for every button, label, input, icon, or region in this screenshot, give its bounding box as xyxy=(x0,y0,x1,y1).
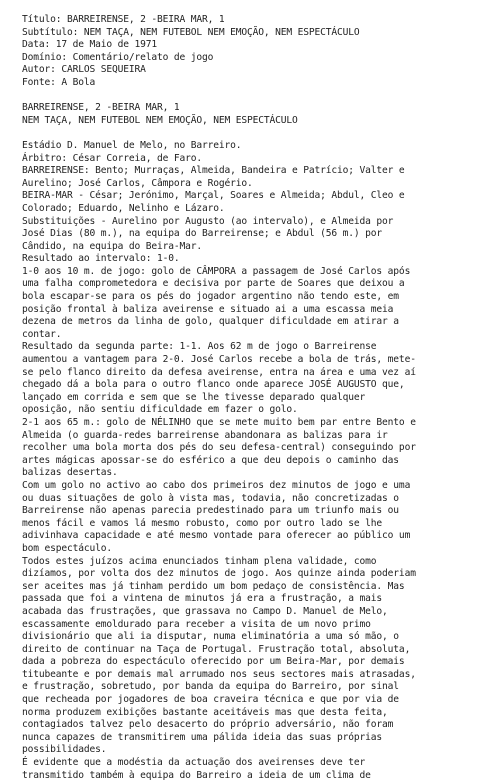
body-line: 2-1 aos 65 m.: golo de NÉLINHO que se mete muito bem par entre Bento e xyxy=(22,417,416,428)
body-line: que recheada por jogadores de boa craveira técnica e que por via de xyxy=(22,694,399,706)
metadata-source: Fonte: A Bola xyxy=(22,76,96,88)
body-line: aumentou a vantagem para 2-0. José Carlos recebe a bola de trás, mete- xyxy=(22,354,416,366)
body-line: Aurelino; José Carlos, Câmpora e Rogério. xyxy=(22,177,253,189)
metadata-subtitle: Subtítulo: NEM TAÇA, NEM FUTEBOL NEM EMOÇÃO, NEM ESPECTÁCULO xyxy=(22,26,360,38)
body-line: menos fácil e vamos lá mesmo robusto, como por outro lado se lhe xyxy=(22,517,383,529)
body-line: contar. xyxy=(22,328,62,340)
body-line: se pelo flanco direito da defesa aveirense, entra na área e uma vez aí xyxy=(22,366,416,378)
article-subtitle: NEM TAÇA, NEM FUTEBOL NEM EMOÇÃO, NEM ESPECTÁCULO xyxy=(22,114,298,126)
body-line: oposição, não sentiu dificuldade em fazer o golo. xyxy=(22,404,298,416)
body-line: balizas desertas. xyxy=(22,467,118,479)
body-line: Todos estes juízos acima enunciados tinham plena validade, como xyxy=(22,555,377,567)
body-line: direito de continuar na Taça de Portugal. Frustração total, absoluta, xyxy=(22,643,411,655)
body-line: chegado dá a bola para o outro flanco onde aparece JOSÉ AUGUSTO que, xyxy=(22,379,405,391)
body-line: bola escapar-se para os pés do jogador argentino não tendo este, em xyxy=(22,291,399,303)
body-line: divisionário que ali ia disputar, numa eliminatória a uma só mão, o xyxy=(22,631,399,643)
body-line: nunca capazes de transmitirem uma pálida ideia das suas próprias xyxy=(22,731,383,743)
body-line: Substituições - Aurelino por Augusto (ao intervalo), e Almeida por xyxy=(22,215,394,227)
body-line: recolher uma bola morta dos pés do seu defesa-central) conseguindo por xyxy=(22,442,416,454)
body-line: dada a pobreza do espectáculo oferecido por um Beira-Mar, por demais xyxy=(22,656,405,668)
body-line: Resultado ao intervalo: 1-0. xyxy=(22,253,180,265)
body-line: posição frontal à baliza aveirense e situado ai a uma escassa meia xyxy=(22,303,394,315)
body-line: passada que foi a vintena de minutos já era a frustração, a mais xyxy=(22,593,383,605)
body-line: Barreirense não apenas parecia predestinado para um triunfo mais ou xyxy=(22,505,399,517)
spacer xyxy=(22,90,470,103)
body-line: escassamente emoldurado para receber a visita de um novo primo xyxy=(22,618,371,630)
body-line: Cândido, na equipa do Beira-Mar. xyxy=(22,240,203,252)
body-line: artes mágicas apossar-se do esférico a que deu depois o caminho das xyxy=(22,454,399,466)
body-line: ou duas situações de golo à vista mas, todavia, não concretizadas o xyxy=(22,492,399,504)
body-line: ser aceites mas já tinham perdido um bom pedaço de consistência. Mas xyxy=(22,580,405,592)
body-line: BARREIRENSE: Bento; Murraças, Almeida, Bandeira e Patrício; Valter e xyxy=(22,165,405,177)
article-body xyxy=(22,140,470,782)
body-line: possibilidades. xyxy=(22,744,107,756)
document-page xyxy=(22,14,470,782)
body-line: Colorado; Eduardo, Nelinho e Lázaro. xyxy=(22,202,225,214)
metadata-author: Autor: CARLOS SEQUEIRA xyxy=(22,64,146,76)
body-line: BEIRA-MAR - César; Jerónimo, Marçal, Soares e Almeida; Abdul, Cleo e xyxy=(22,190,405,202)
body-line: acabada das frustrações, que grassava no Campo D. Manuel de Melo, xyxy=(22,605,388,617)
metadata-date: Data: 17 de Maio de 1971 xyxy=(22,39,158,51)
body-line: José Dias (80 m.), na equipa do Barreirense; e Abdul (56 m.) por xyxy=(22,228,383,240)
body-line: Almeida (o guarda-redes barreirense abandonara as balizas para ir xyxy=(22,429,388,441)
body-line: titubeante e por demais mal arrumado nos seus sectores mais atrasadas, xyxy=(22,668,416,680)
body-line: lançado em corrida e sem que se lhe tivesse deparado qualquer xyxy=(22,391,366,403)
body-line: Resultado da segunda parte: 1-1. Aos 62 m de jogo o Barreirense xyxy=(22,341,377,353)
body-line: 1-0 aos 10 m. de jogo: golo de CÂMPORA a passagem de José Carlos após xyxy=(22,265,411,277)
body-line: transmitido também à equipa do Barreiro a ideia de um clima de xyxy=(22,769,371,781)
body-line: Com um golo no activo ao cabo dos primeiros dez minutos de jogo e uma xyxy=(22,479,411,491)
body-line: norma produzem exibições bastante aceitáveis mas que desta feita, xyxy=(22,706,388,718)
body-line: contagiados talvez pelo desacerto do próprio adversário, não foram xyxy=(22,719,394,731)
body-line: e frustração, sobretudo, por banda da equipa do Barreiro, por sinal xyxy=(22,681,399,693)
article-header xyxy=(22,102,470,127)
body-line: uma falha comprometedora e decisiva por parte de Soares que deixou a xyxy=(22,278,405,290)
body-line: adivinhava capacidade e até mesmo vontade para oferecer ao público um xyxy=(22,530,411,542)
metadata-title: Título: BARREIRENSE, 2 -BEIRA MAR, 1 xyxy=(22,14,225,25)
body-line: Estádio D. Manuel de Melo, no Barreiro. xyxy=(22,139,242,151)
metadata-domain: Domínio: Comentário/relato de jogo xyxy=(22,51,214,63)
body-line: dezena de metros da linha de golo, qualquer dificuldade em atirar a xyxy=(22,316,399,328)
spacer xyxy=(22,127,470,140)
body-line: É evidente que a modéstia da actuação dos aveirenses deve ter xyxy=(22,757,366,769)
metadata-block xyxy=(22,14,470,90)
body-line: Árbitro: César Correia, de Faro. xyxy=(22,152,203,164)
body-line: dizíamos, por volta dos dez minutos de jogo. Aos quinze ainda poderiam xyxy=(22,568,416,580)
article-title: BARREIRENSE, 2 -BEIRA MAR, 1 xyxy=(22,102,180,114)
body-line: bom espectáculo. xyxy=(22,542,113,554)
